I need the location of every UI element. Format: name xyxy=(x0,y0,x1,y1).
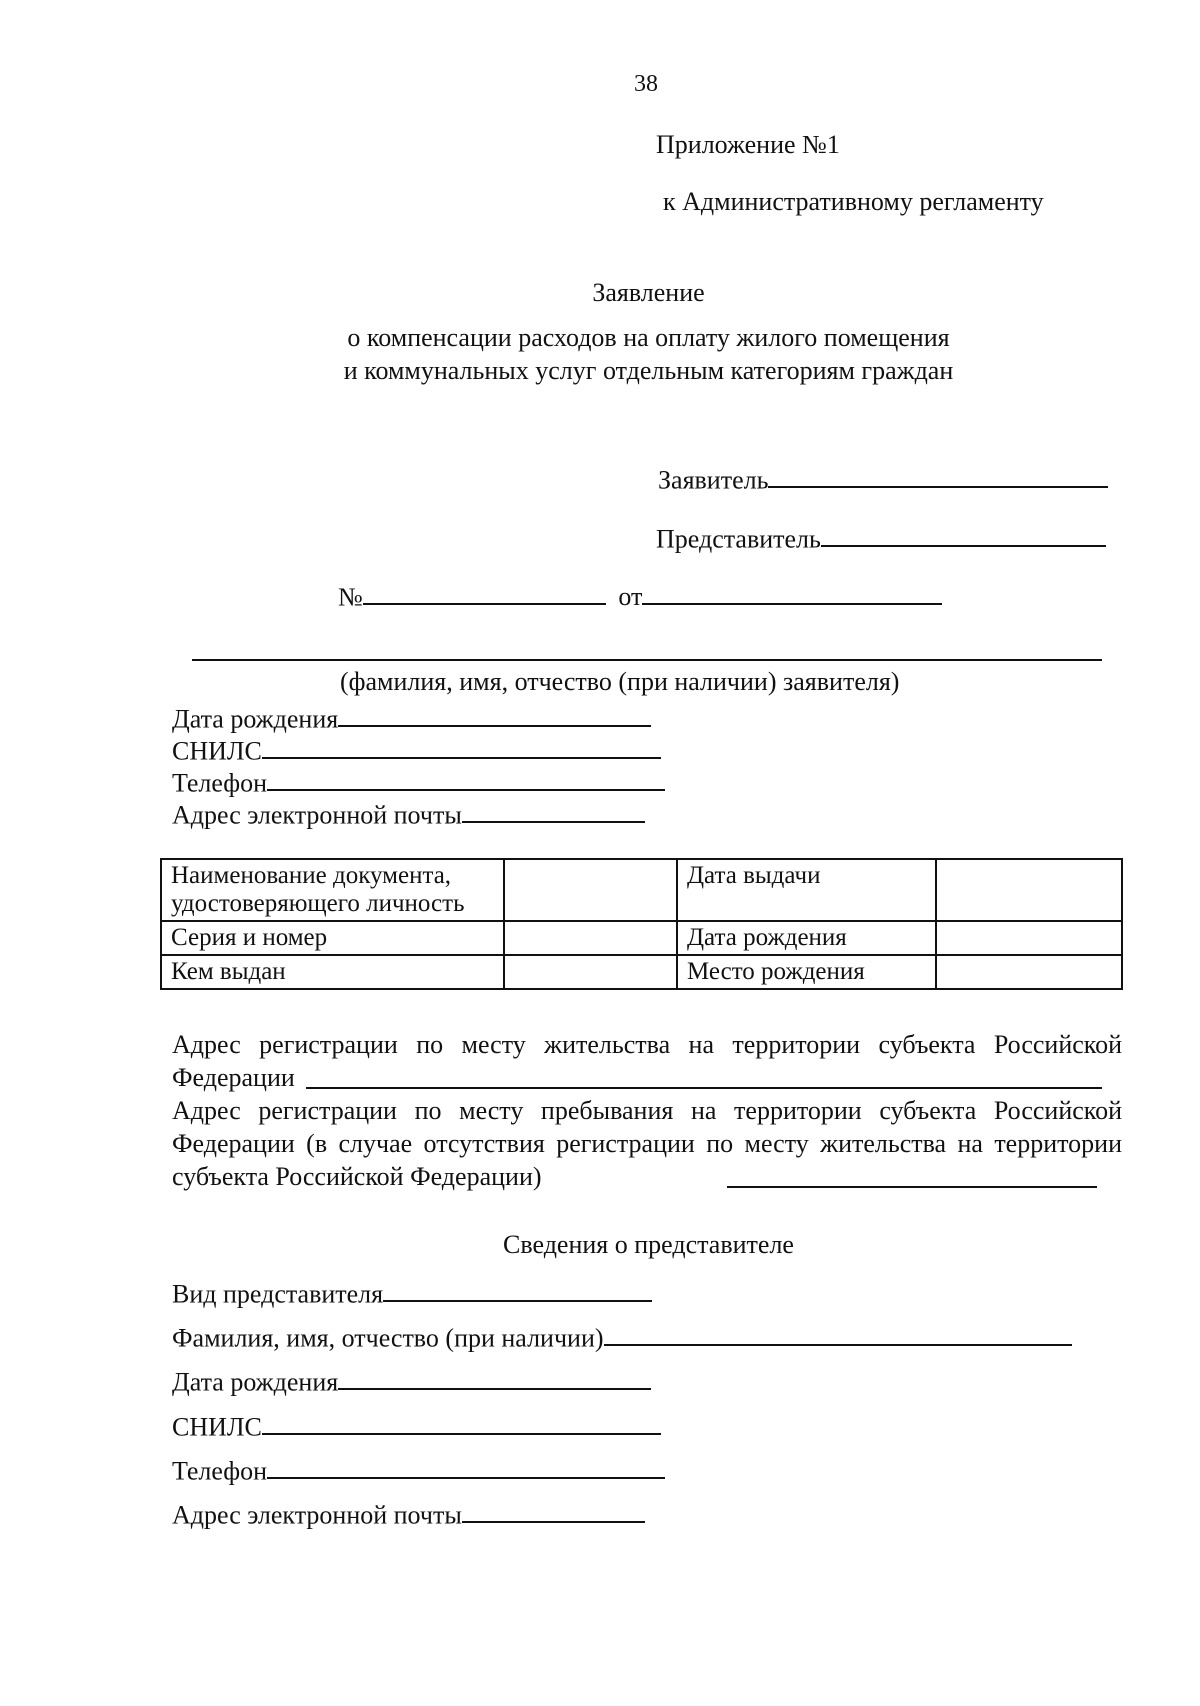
representative-type-input-line[interactable] xyxy=(383,1277,652,1302)
page-number: 38 xyxy=(634,71,658,97)
regulation-label: к Административному регламенту xyxy=(663,187,1044,216)
representative-email-label: Адрес электронной почты xyxy=(172,1500,462,1530)
doc-name-label-cell: Наименование документа, удостоверяющего личность xyxy=(161,859,504,921)
number-label: № xyxy=(338,582,363,612)
table-row xyxy=(161,955,1122,989)
issue-date-value-cell[interactable] xyxy=(936,859,1122,921)
representative-phone-input-line[interactable] xyxy=(267,1454,665,1479)
series-number-value-cell[interactable] xyxy=(504,921,677,955)
applicant-email-input-line[interactable] xyxy=(462,798,645,823)
document-title: Заявление xyxy=(592,278,705,307)
representative-phone-label: Телефон xyxy=(172,1456,268,1486)
applicant-snils-label: СНИЛС xyxy=(172,736,262,766)
representative-phone-field xyxy=(172,1454,665,1484)
representative-heading: Сведения о представителе xyxy=(503,1230,794,1259)
number-input-line[interactable] xyxy=(363,580,606,605)
series-number-label-cell: Серия и номер xyxy=(161,921,504,955)
applicant-phone-input-line[interactable] xyxy=(267,766,665,791)
date-input-line[interactable] xyxy=(642,580,942,605)
applicant-snils-field xyxy=(172,734,661,764)
table-birth-date-value-cell[interactable] xyxy=(936,921,1122,955)
representative-email-field xyxy=(172,1498,645,1528)
stay-address-input-line[interactable] xyxy=(727,1186,1097,1188)
applicant-input-line[interactable] xyxy=(768,463,1108,488)
applicant-email-label: Адрес электронной почты xyxy=(172,800,462,830)
representative-birth-date-field xyxy=(172,1365,651,1395)
representative-type-field xyxy=(172,1277,652,1307)
residence-address-text: Адрес регистрации по месту жительства на территории субъекта Российской Федерации xyxy=(172,1030,1122,1092)
representative-birth-date-label: Дата рождения xyxy=(172,1367,339,1397)
birth-place-label-cell: Место рождения xyxy=(677,955,936,989)
applicant-name-input-line[interactable] xyxy=(192,659,1102,661)
representative-input-line[interactable] xyxy=(821,522,1106,547)
identity-document-table xyxy=(160,858,1123,990)
doc-name-value-cell[interactable] xyxy=(504,859,677,921)
representative-snils-input-line[interactable] xyxy=(262,1410,661,1435)
representative-birth-date-input-line[interactable] xyxy=(338,1365,651,1390)
issue-date-label-cell: Дата выдачи xyxy=(677,859,936,921)
applicant-phone-label: Телефон xyxy=(172,768,268,798)
table-row xyxy=(161,921,1122,955)
applicant-field xyxy=(658,463,1108,493)
number-date-field xyxy=(338,580,942,610)
applicant-birth-date-field xyxy=(172,702,651,732)
applicant-snils-input-line[interactable] xyxy=(262,734,661,759)
applicant-email-field xyxy=(172,798,645,828)
representative-name-label: Фамилия, имя, отчество (при наличии) xyxy=(172,1323,604,1353)
representative-type-label: Вид представителя xyxy=(172,1279,384,1309)
appendix-label: Приложение №1 xyxy=(656,130,840,159)
issued-by-label-cell: Кем выдан xyxy=(161,955,504,989)
table-row xyxy=(161,859,1122,921)
document-subtitle-line2: и коммунальных услуг отдельным категориям граждан xyxy=(343,356,954,385)
document-subtitle-line1: о компенсации расходов на оплату жилого помещения xyxy=(347,323,950,352)
birth-place-value-cell[interactable] xyxy=(936,955,1122,989)
representative-name-field xyxy=(172,1321,1072,1351)
applicant-birth-date-input-line[interactable] xyxy=(338,702,651,727)
from-label: от xyxy=(618,582,643,612)
applicant-birth-date-label: Дата рождения xyxy=(172,704,339,734)
representative-snils-label: СНИЛС xyxy=(172,1412,262,1442)
applicant-label: Заявитель xyxy=(658,465,769,495)
representative-email-input-line[interactable] xyxy=(462,1498,645,1523)
representative-label: Представитель xyxy=(656,524,821,554)
applicant-phone-field xyxy=(172,766,665,796)
issued-by-value-cell[interactable] xyxy=(504,955,677,989)
representative-field xyxy=(656,522,1106,552)
applicant-name-caption: (фамилия, имя, отчество (при наличии) заявителя) xyxy=(340,667,900,696)
representative-snils-field xyxy=(172,1410,661,1440)
residence-address-input-line[interactable] xyxy=(306,1087,1102,1089)
stay-address-text: Адрес регистрации по месту пребывания на территории субъекта Российской Федерации (в случае отсутствия регистрации по месту жительства на территории субъекта Российской Федерации) xyxy=(172,1096,1122,1191)
representative-name-input-line[interactable] xyxy=(604,1321,1072,1346)
table-birth-date-label-cell: Дата рождения xyxy=(677,921,936,955)
